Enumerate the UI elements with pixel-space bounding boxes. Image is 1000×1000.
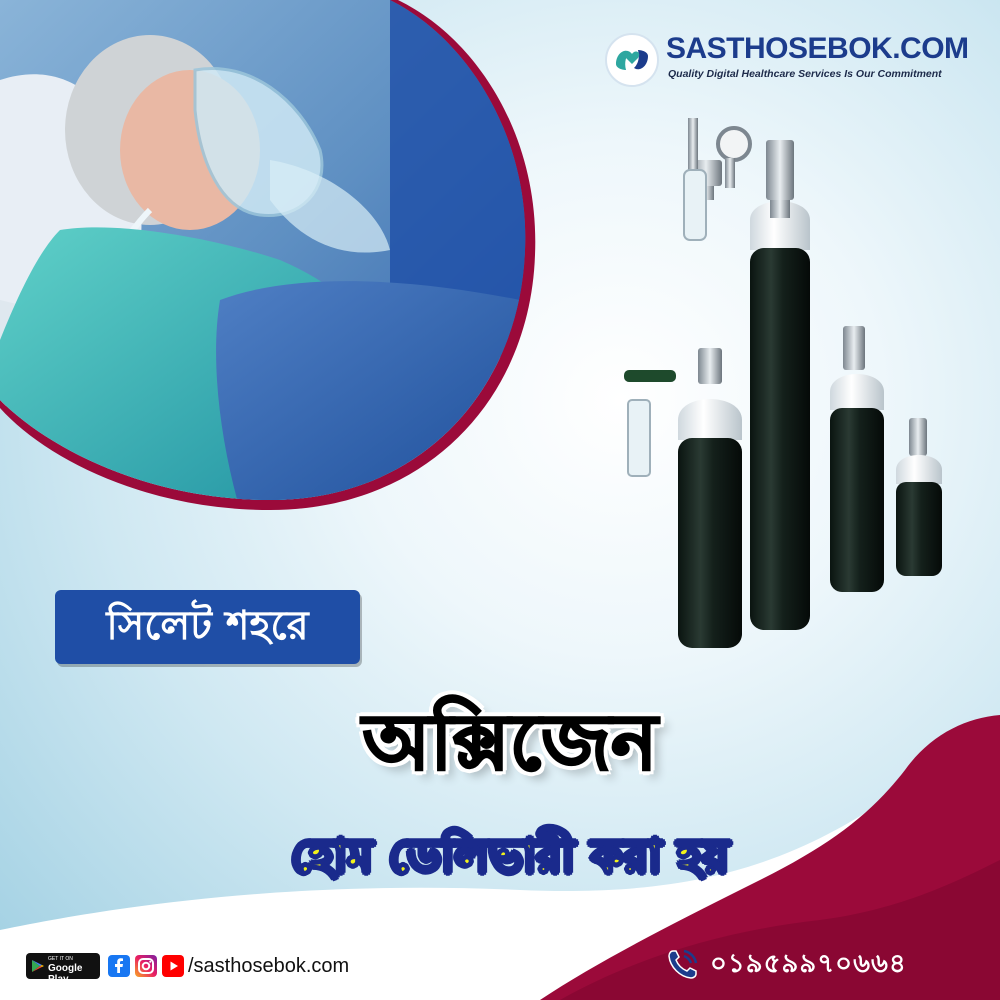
google-play-icon	[31, 959, 45, 973]
headline	[200, 682, 820, 812]
youtube-icon[interactable]	[162, 955, 184, 977]
brand-title: SASTHOSEBOK.COM	[666, 32, 969, 65]
city-label: সিলেট শহরে	[106, 602, 309, 649]
facebook-icon[interactable]	[108, 955, 130, 977]
heart-hands-icon	[604, 32, 660, 88]
subheadline	[190, 820, 830, 900]
brand-tagline: Quality Digital Healthcare Services Is Our Commitment	[668, 68, 942, 80]
oxygen-cylinders-image	[600, 100, 1000, 660]
headline-text: অক্সিজেন	[362, 698, 658, 788]
store-badge-name: Google Play	[48, 963, 83, 985]
subheadline-text: হোম ডেলিভারী করা হয়	[291, 829, 729, 883]
store-badge-small-text: GET IT ON	[48, 956, 73, 962]
instagram-icon[interactable]	[135, 955, 157, 977]
phone-number[interactable]: ০১৯৫৯৯৭০৬৬৪	[710, 949, 907, 979]
city-badge	[55, 590, 360, 664]
social-handle[interactable]: /sasthosebok.com	[188, 955, 350, 977]
brand-logo[interactable]	[604, 30, 974, 90]
small-cylinder	[896, 418, 942, 576]
phone-ringing-icon[interactable]	[664, 945, 702, 983]
medium-cylinder	[830, 326, 884, 592]
patient-photo	[0, 0, 540, 510]
google-play-badge[interactable]	[26, 953, 100, 985]
left-cylinder	[624, 348, 742, 648]
